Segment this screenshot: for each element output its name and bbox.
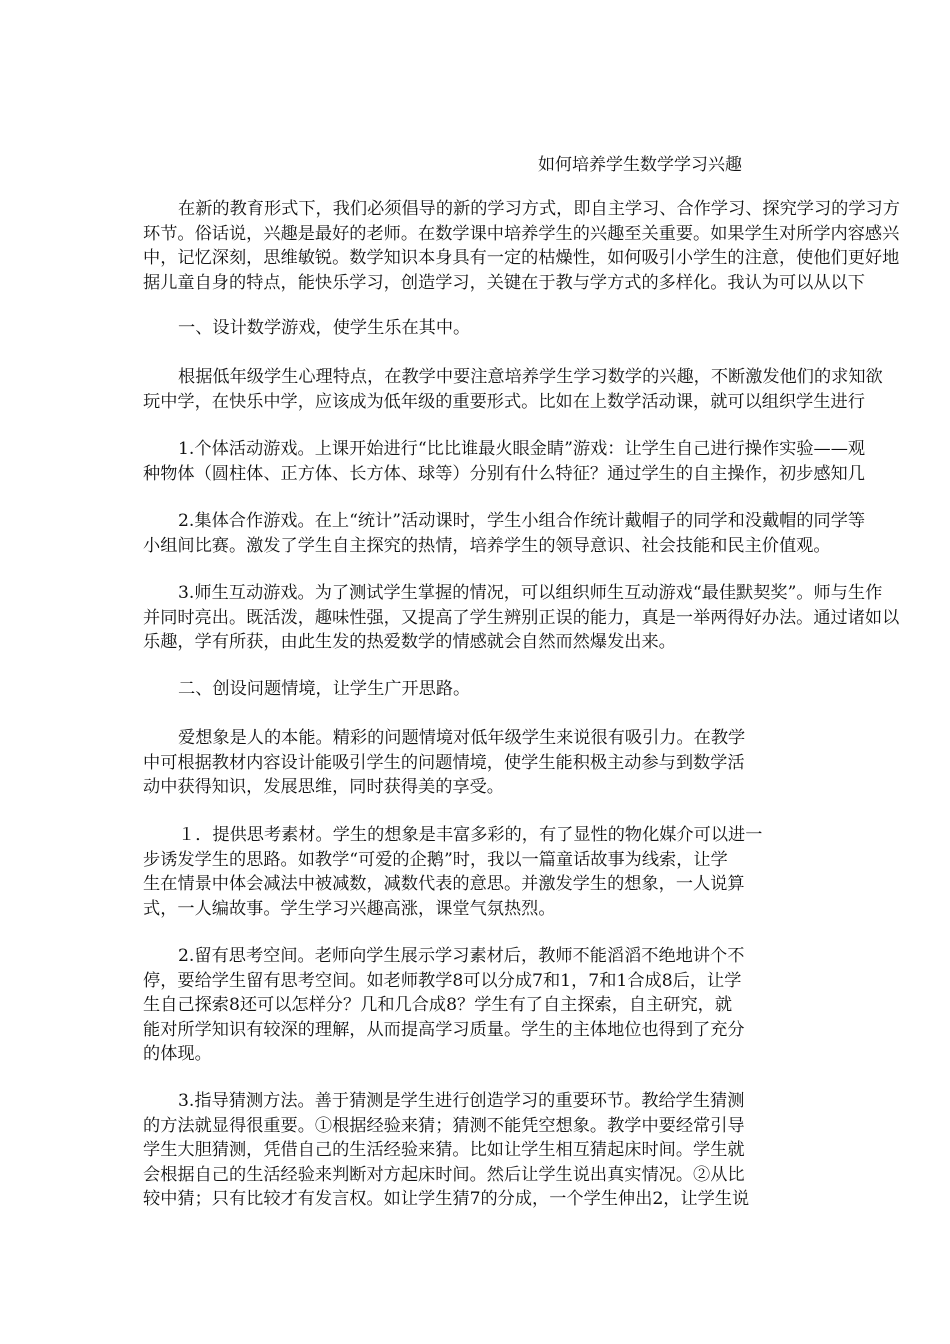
paragraph-group-games bbox=[143, 509, 865, 558]
paragraph-line: 1.个体活动游戏。上课开始进行“比比谁最火眼金睛”游戏：让学生自己进行操作实验——观 bbox=[178, 439, 866, 459]
paragraph-line: 并同时亮出。既活泼，趣味性强，又提高了学生辨别正误的能力，真是一举两得好办法。通过诸如以 bbox=[143, 607, 900, 628]
paragraph-line: 生在情景中体会减法中被减数，减数代表的意思。并激发学生的想象，一人说算 bbox=[143, 874, 745, 894]
paragraph-line: 式，一人编故事。学生学习兴趣高涨，课堂气氛热烈。 bbox=[143, 898, 556, 919]
paragraph-line: 的方法就显得很重要。①根据经验来猜；猜测不能凭空想象。教学中要经常引导 bbox=[143, 1115, 745, 1136]
paragraph-line: 会根据自己的生活经验来判断对方起床时间。然后让学生说出真实情况。②从比 bbox=[143, 1164, 745, 1185]
paragraph-line: 中，记忆深刻，思维敏锐。数学知识本身具有一定的枯燥性，如何吸引小学生的注意，使他们更好地 bbox=[143, 248, 900, 268]
paragraph-line: 步诱发学生的思路。如教学“可爱的企鹅”时，我以一篇童话故事为线索，让学 bbox=[143, 849, 728, 870]
paragraph-line: 生自己探索8还可以怎样分？几和几合成8？学生有了自主探索，自主研究，就 bbox=[143, 995, 733, 1015]
paragraph-line: １．提供思考素材。学生的想象是丰富多彩的，有了显性的物化媒介可以进一 bbox=[178, 825, 763, 845]
paragraph-guessing-methods bbox=[143, 1089, 749, 1212]
paragraph-line: 3.师生互动游戏。为了测试学生掌握的情况，可以组织师生互动游戏“最佳默契奖”。师与生作 bbox=[178, 583, 883, 603]
paragraph-line: 玩中学，在快乐中学，应该成为低年级的重要形式。比如在上数学活动课，就可以组织学生进行 bbox=[143, 391, 865, 412]
paragraph-line: 能对所学知识有较深的理解，从而提高学习质量。学生的主体地位也得到了充分 bbox=[143, 1019, 745, 1040]
paragraph-line: 小组间比赛。激发了学生自主探究的热情，培养学生的领导意识、社会技能和民主价值观。 bbox=[143, 535, 831, 556]
section-heading-games bbox=[143, 316, 470, 341]
paragraph-line: 根据低年级学生心理特点，在教学中要注意培养学生学习数学的兴趣，不断激发他们的求知欲 bbox=[178, 367, 883, 387]
paragraph-line: 2.留有思考空间。老师向学生展示学习素材后，教师不能滔滔不绝地讲个不 bbox=[178, 946, 745, 966]
paragraph-line: 学生大胆猜测，凭借自己的生活经验来猜。比如让学生相互猜起床时间。学生就 bbox=[143, 1140, 745, 1160]
paragraph-intro bbox=[143, 197, 900, 295]
paragraph-line: 乐趣，学有所获，由此生发的热爱数学的情感就会自然而然爆发出来。 bbox=[143, 632, 676, 652]
paragraph-line: 据儿童自身的特点，能快乐学习，创造学习，关键在于教与学方式的多样化。我认为可以从以下 bbox=[143, 272, 865, 293]
paragraph-individual-games bbox=[143, 437, 865, 486]
paragraph-thinking-material bbox=[143, 823, 762, 921]
paragraph-interactive-games bbox=[143, 581, 899, 655]
paragraph-line: 爱想象是人的本能。精彩的问题情境对低年级学生来说很有吸引力。在教学 bbox=[178, 728, 746, 748]
paragraph-line: 种物体（圆柱体、正方体、长方体、球等）分别有什么特征？通过学生的自主操作，初步感知几 bbox=[143, 463, 865, 484]
paragraph-line: 在新的教育形式下，我们必须倡导的新的学习方式，即自主学习、合作学习、探究学习的学习方 bbox=[178, 199, 900, 219]
paragraph-thinking-space bbox=[143, 944, 745, 1067]
paragraph-line: 中可根据教材内容设计能吸引学生的问题情境，使学生能积极主动参与到数学活 bbox=[143, 752, 745, 773]
paragraph-line: 动中获得知识，发展思维，同时获得美的享受。 bbox=[143, 777, 504, 797]
section-heading: 一、设计数学游戏，使学生乐在其中。 bbox=[178, 318, 471, 338]
paragraph-line: 3.指导猜测方法。善于猜测是学生进行创造学习的重要环节。教给学生猜测 bbox=[178, 1091, 745, 1111]
paragraph-line: 较中猜；只有比较才有发言权。如让学生猜7的分成，一个学生伸出2，让学生说 bbox=[143, 1189, 750, 1209]
paragraph-line: 2.集体合作游戏。在上“统计”活动课时，学生小组合作统计戴帽子的同学和没戴帽的同学等 bbox=[178, 511, 866, 531]
paragraph-imagination bbox=[143, 726, 745, 800]
section-heading-problem-scenarios bbox=[143, 677, 470, 702]
paragraph-line: 的体现。 bbox=[143, 1044, 212, 1064]
paragraph-line: 停，要给学生留有思考空间。如老师教学8可以分成7和1，7和1合成8后，让学 bbox=[143, 970, 742, 991]
section-heading: 二、创设问题情境，让学生广开思路。 bbox=[178, 679, 471, 699]
paragraph-line: 环节。俗话说，兴趣是最好的老师。在数学课中培养学生的兴趣至关重要。如果学生对所学内容感兴 bbox=[143, 223, 900, 244]
paragraph-games-intro bbox=[143, 365, 883, 414]
document-title: 如何培养学生数学学习兴趣 bbox=[538, 155, 742, 175]
